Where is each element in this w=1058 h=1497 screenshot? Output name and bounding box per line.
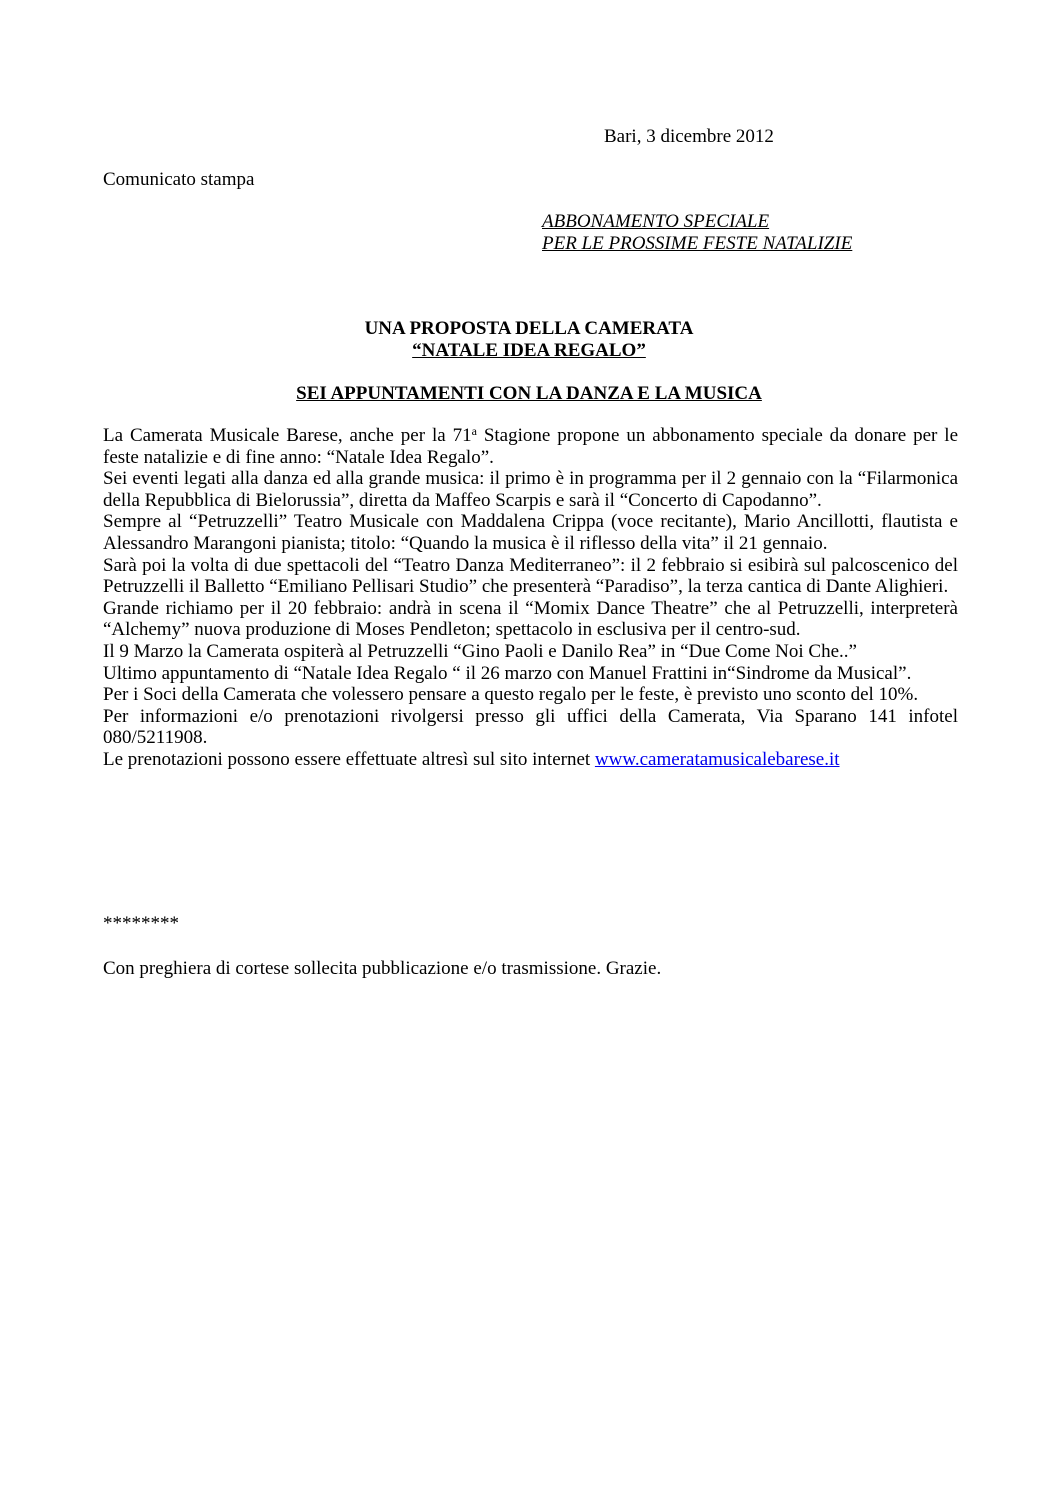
press-release-body (103, 425, 958, 771)
paragraph-paoli-rea: Il 9 Marzo la Camerata ospiterà al Petruzzelli “Gino Paoli e Danilo Rea” in “Due Come Noi Che..” (103, 640, 857, 662)
paragraph-discount: Per i Soci della Camerata che volessero pensare a questo regalo per le feste, è previsto uno sconto del 10%. (103, 684, 919, 706)
ordinal-superscript: a (471, 424, 477, 438)
offer-line-2: PER LE PROSSIME FESTE NATALIZIE (542, 232, 853, 254)
offer-line-1: ABBONAMENTO SPECIALE (542, 211, 770, 232)
paragraph-info: Per informazioni e/o prenotazioni rivolgersi presso gli uffici della Camerata, Via Sparano 141 infotel 080/5211908. (103, 705, 958, 749)
paragraph-momix: Grande richiamo per il 20 febbraio: andrà in scena il “Momix Dance Theatre” che al Petruzzelli, interpreterà “Alchemy” nuova produzione di Moses Pendleton; spettacolo in esclusiva per il centro-sud. (103, 597, 958, 641)
paragraph-booking (103, 749, 958, 771)
paragraph-intro-text: La Camerata Musicale Barese, anche per la 71 (103, 425, 472, 446)
document-type: Comunicato stampa (103, 169, 255, 190)
paragraph-last-event: Ultimo appuntamento di “Natale Idea Regalo “ il 26 marzo con Manuel Frattini in“Sindrome da Musical”. (103, 662, 912, 684)
main-title-line-2: “NATALE IDEA REGALO” (412, 339, 646, 361)
main-title (0, 318, 1058, 361)
paragraph-first-event: Sei eventi legati alla danza ed alla grande musica: il primo è in programma per il 2 gennaio con la “Filarmonica della Repubblica di Bielorussia”, diretta da Maffeo Scarpis e sarà il “Concerto di Capodanno”. (103, 468, 958, 511)
paragraph-booking-text: Le prenotazioni possono essere effettuate altresì sul sito internet (103, 748, 595, 770)
main-title-line-1: UNA PROPOSTA DELLA CAMERATA (364, 318, 694, 339)
closing-note: Con preghiera di cortese sollecita pubblicazione e/o trasmissione. Grazie. (103, 958, 662, 979)
website-link[interactable]: www.cameratamusicalebarese.it (594, 748, 840, 770)
paragraph-intro-text-cont: Stagione propone un abbonamento speciale da donare per le feste natalizie e di fine anno: “Natale Idea Regalo”. (103, 425, 958, 468)
offer-heading (542, 211, 852, 254)
paragraph-second-event: Sempre al “Petruzzelli” Teatro Musicale con Maddalena Crippa (voce recitante), Mario Ancillotti, flautista e Alessandro Marangoni pianista; titolo: “Quando la musica è il riflesso della vita” il 21 gennaio. (103, 511, 958, 554)
date-line: Bari, 3 dicembre 2012 (604, 126, 774, 147)
paragraph-intro (103, 425, 958, 468)
separator-stars: ******** (103, 913, 179, 934)
section-title: SEI APPUNTAMENTI CON LA DANZA E LA MUSICA (296, 383, 762, 404)
paragraph-dance-events: Sarà poi la volta di due spettacoli del “Teatro Danza Mediterraneo”: il 2 febbraio si esibirà sul palcoscenico del Petruzzelli il Balletto “Emiliano Pellisari Studio” che presenterà “Paradiso”, la terza cantica di Dante Alighieri. (103, 554, 958, 598)
